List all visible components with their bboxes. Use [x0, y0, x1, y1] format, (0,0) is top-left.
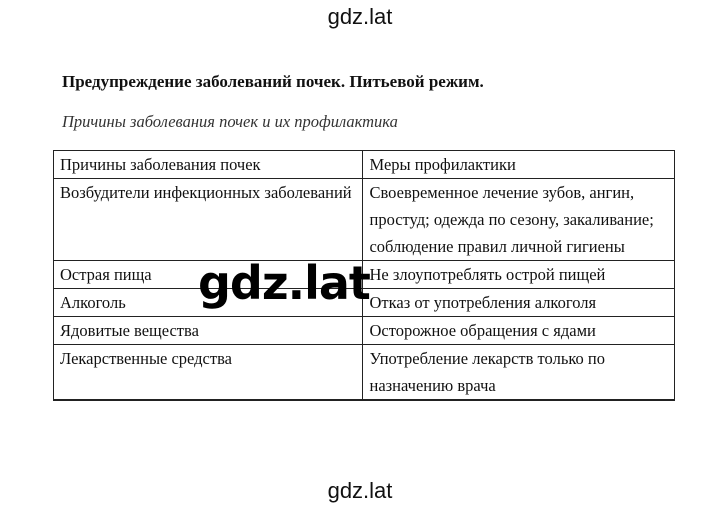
table-row [54, 179, 675, 261]
cause-cell: Алкоголь [54, 289, 363, 317]
cause-cell: Возбудители инфекционных заболеваний [54, 179, 363, 261]
table-row [54, 317, 675, 345]
table-row [54, 400, 675, 401]
prevention-cell: Употребление лекарств только по назначению врача [363, 345, 675, 400]
cause-cell: Острая пища [54, 261, 363, 289]
watermark-top: gdz.lat [327, 4, 393, 29]
prevention-cell: Не злоупотреблять острой пищей [363, 261, 675, 289]
prevention-cell [363, 400, 675, 401]
header-causes: Причины заболевания почек [54, 151, 363, 179]
cause-cell: Лекарственные средства [54, 345, 363, 400]
cause-cell [54, 400, 363, 401]
table-header-row [54, 151, 675, 179]
header-prevention: Меры профилактики [363, 151, 675, 179]
prevention-cell: Осторожное обращения с ядами [363, 317, 675, 345]
page-title: Предупреждение заболеваний почек. Питьевой режим. [62, 72, 484, 91]
prevention-cell: Отказ от употребления алкоголя [363, 289, 675, 317]
prevention-cell: Своевременное лечение зубов, ангин, простуд; одежда по сезону, закаливание; соблюдение правил личной гигиены [363, 179, 675, 261]
cause-cell: Ядовитые вещества [54, 317, 363, 345]
watermark-bottom: gdz.lat [327, 478, 393, 503]
table-row [54, 345, 675, 400]
table-caption: Причины заболевания почек и их профилактика [62, 112, 398, 131]
watermark-center: gdz.lat [198, 256, 370, 310]
